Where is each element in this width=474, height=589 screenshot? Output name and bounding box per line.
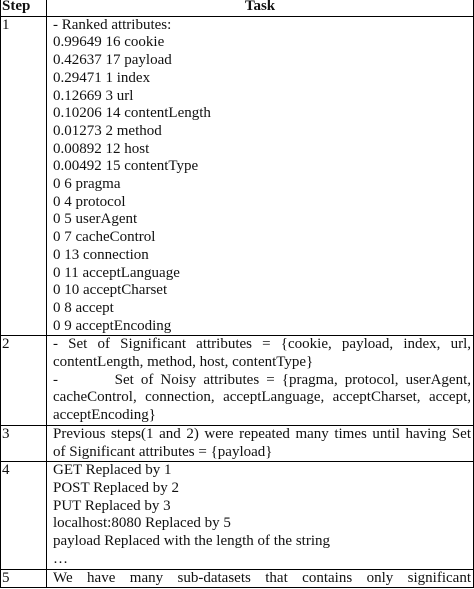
task-line: localhost:8080 Replaced by 5	[53, 515, 231, 532]
task-line: of Significant attributes = {payload}	[53, 443, 273, 460]
task-line: 0 6 pragma	[53, 176, 121, 193]
step-number: 2	[1, 336, 47, 426]
step-column-header: Step	[1, 0, 47, 16]
task-cell	[47, 336, 474, 426]
task-line: GET Replaced by 1	[53, 462, 172, 479]
task-line: POST Replaced by 2	[53, 479, 179, 496]
task-line: 0.42637 17 payload	[53, 52, 172, 69]
step-number: 4	[1, 462, 47, 569]
task-cell	[47, 462, 474, 569]
step-number: 3	[1, 425, 47, 461]
task-line: 0.00492 15 contentType	[53, 158, 199, 175]
task-line: 0 5 userAgent	[53, 211, 138, 228]
task-line: - Ranked attributes:	[53, 16, 172, 33]
noisy-attributes-line: acceptEncoding}	[53, 407, 156, 424]
noisy-attributes-line: cacheControl, connection, acceptLanguage, acceptCharset, accept,	[53, 389, 471, 406]
task-line: 0.00892 12 host	[53, 140, 150, 157]
task-cell	[47, 16, 474, 336]
task-line: 0 8 accept	[53, 299, 114, 316]
task-cell	[47, 569, 474, 588]
task-line: …	[53, 550, 68, 567]
step-number: 1	[1, 16, 47, 336]
task-column-header: Task	[47, 0, 474, 16]
task-line: 0 10 acceptCharset	[53, 282, 168, 299]
significant-attributes-line: - Set of Significant attributes = {cookie, payload, index, url,	[53, 336, 471, 353]
task-line: 0 13 connection	[53, 246, 149, 263]
task-line: 0 4 protocol	[53, 193, 126, 210]
table-row	[1, 462, 474, 569]
task-cell	[47, 425, 474, 461]
task-line: 0 9 acceptEncoding	[53, 317, 172, 334]
task-line: 0.10206 14 contentLength	[53, 105, 211, 122]
task-line: PUT Replaced by 3	[53, 497, 171, 514]
step-number: 5	[1, 569, 47, 588]
table-row	[1, 569, 474, 588]
task-line: 0 7 cacheControl	[53, 229, 156, 246]
header-row	[1, 0, 474, 16]
task-line: payload Replaced with the length of the string	[53, 533, 331, 550]
table-row	[1, 425, 474, 461]
table-row	[1, 336, 474, 426]
task-line: 0.12669 3 url	[53, 87, 134, 104]
table-row	[1, 16, 474, 336]
noisy-attributes-line: - Set of Noisy attributes = {pragma, protocol, userAgent,	[53, 371, 471, 388]
task-line: 0.29471 1 index	[53, 69, 151, 86]
significant-attributes-line: contentLength, method, host, contentType}	[53, 354, 314, 371]
task-line: 0 11 acceptLanguage	[53, 264, 180, 281]
task-line: Previous steps(1 and 2) were repeated many times until having Set	[53, 425, 471, 442]
task-line: 0.01273 2 method	[53, 122, 162, 139]
task-line: We have many sub-datasets that contains only significant	[53, 569, 471, 586]
task-line: 0.99649 16 cookie	[53, 34, 165, 51]
